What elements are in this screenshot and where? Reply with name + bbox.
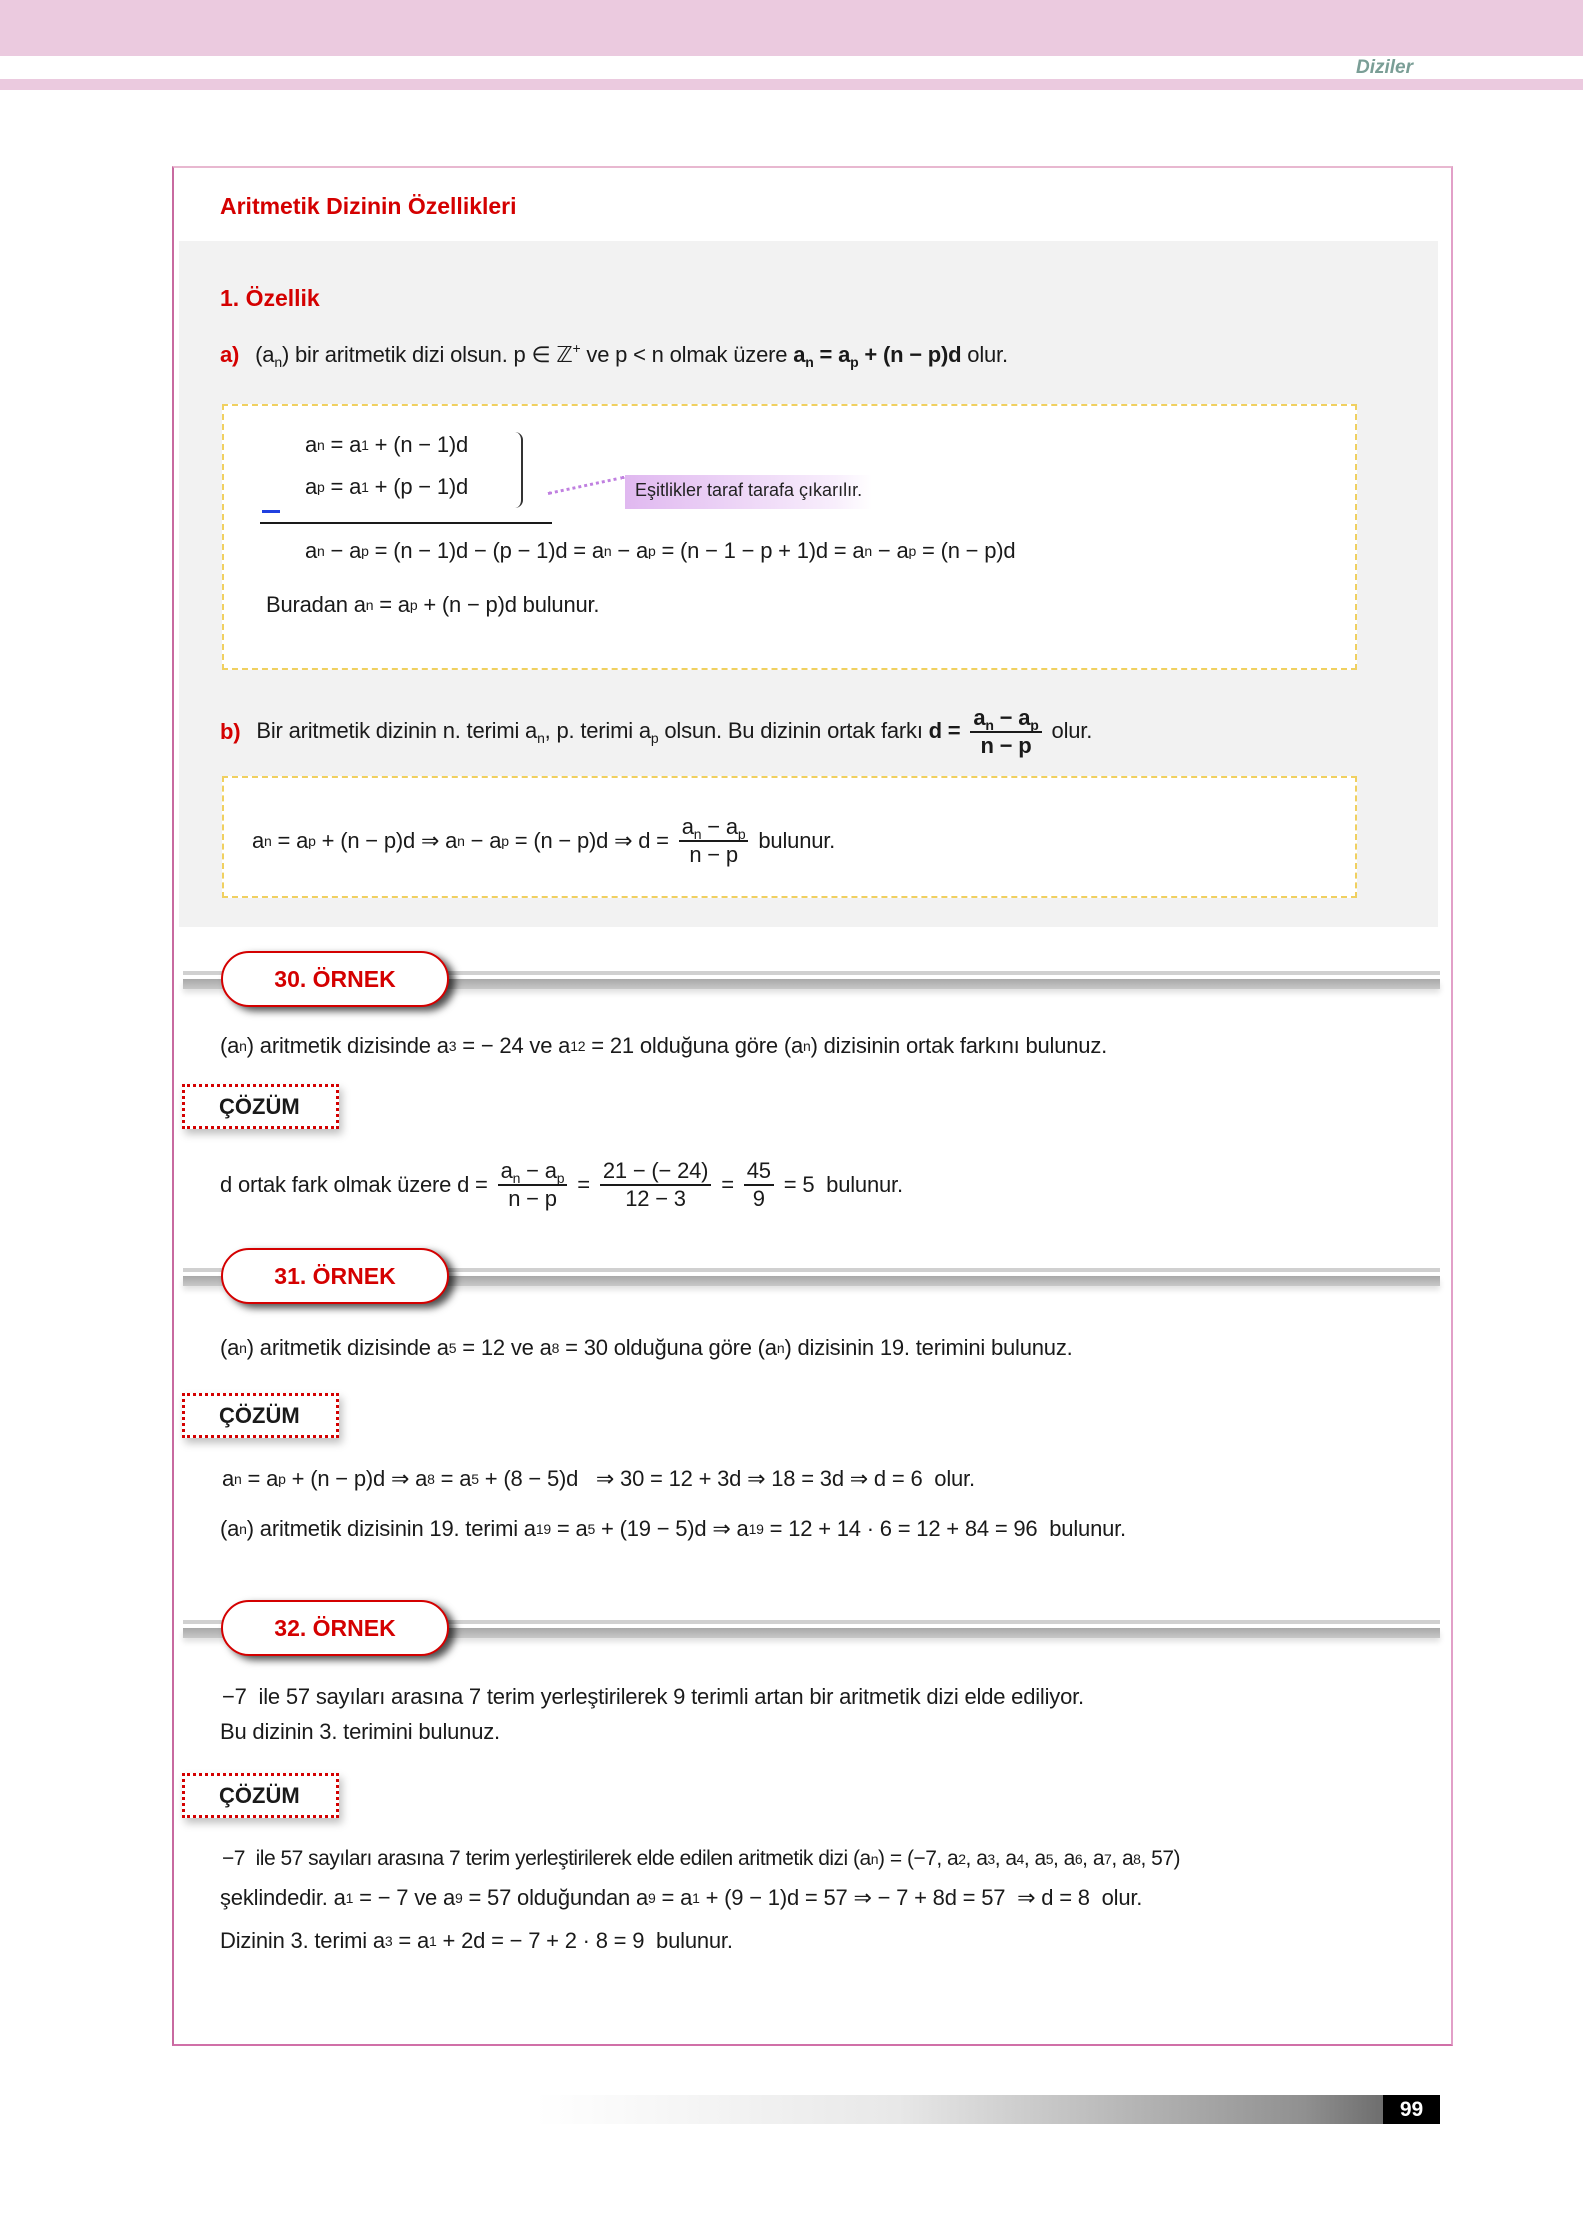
math-text: olsun. Bu dizinin ortak farkı <box>658 717 929 743</box>
example-banner-32 <box>183 1600 1440 1660</box>
numerator <box>679 814 749 842</box>
math-text: − a <box>464 828 502 853</box>
brace-icon <box>513 432 523 508</box>
math-text: a <box>500 1158 513 1183</box>
example-31-solution-1: a n = a p + (n − p)d ⇒ a 8 = a 5 + (8 − 5)d ⇒ 30 = 12 + 3d ⇒ 18 = 3d ⇒ d = 6 olur. <box>222 1466 975 1491</box>
example-30-question: (a n ) aritmetik dizisinde a 3 = − 24 ve a 12 = 21 olduğuna göre (a n ) dizisinin ortak farkını bulunuz. <box>220 1033 1108 1058</box>
math-text: −7 ile 57 sayıları arasına 7 terim yerleştirilerek elde edilen aritmetik dizi (a <box>222 1847 871 1870</box>
header-band <box>0 0 1583 56</box>
header-strip <box>0 79 1583 90</box>
math-text: ve p < n olmak üzere <box>580 342 794 367</box>
property-b-text <box>256 705 1092 759</box>
math-text: + (p − 1)d <box>368 474 469 499</box>
example-title: 31. ÖRNEK <box>221 1248 449 1304</box>
example-title: 30. ÖRNEK <box>221 951 449 1007</box>
math-text: = a <box>434 1466 472 1491</box>
math-text: = <box>715 1172 740 1197</box>
fraction <box>970 705 1041 759</box>
math-text: , a <box>965 1847 988 1870</box>
property-a-text <box>255 342 1008 368</box>
math-text: − a <box>701 814 738 839</box>
math-text: 9 <box>752 1186 765 1211</box>
math-text: = a <box>241 1466 279 1491</box>
math-text: ) aritmetik dizisinde a <box>246 1033 449 1058</box>
math-text: şeklindedir. a <box>220 1885 346 1910</box>
math-text: = − 24 ve a <box>456 1033 571 1058</box>
fraction <box>498 1158 568 1212</box>
math-text: = (n − 1)d − (p − 1)d = a <box>368 538 604 563</box>
equation-d: a n = a p + (n − p)d ⇒ a n − a p = (n − p)d ⇒ d = $\frac{a_n - a_p}{n - p}$ bulunur. <box>252 814 836 867</box>
math-text: (a <box>220 1335 240 1360</box>
denominator <box>750 1186 768 1212</box>
solution-label: ÇÖZÜM <box>182 1773 339 1818</box>
subscript: p <box>1030 717 1039 733</box>
math-text: , a <box>1082 1847 1105 1870</box>
item-label-a: a) <box>220 342 240 367</box>
footer-bar <box>536 2095 1440 2124</box>
example-banner-30 <box>183 951 1440 1011</box>
example-title: 32. ÖRNEK <box>221 1600 449 1656</box>
math-text: a <box>305 432 318 457</box>
math-text: + 2d = − 7 + 2 · 8 = 9 bulunur. <box>436 1928 733 1953</box>
math-text: 45 <box>746 1158 771 1183</box>
math-text: + (9 − 1)d = 57 ⇒ − 7 + 8d = 57 ⇒ d = 8 olur. <box>699 1885 1143 1910</box>
math-text: 21 − (− 24) <box>602 1158 709 1183</box>
math-text: , p. terimi a <box>544 717 651 743</box>
math-text: − a <box>324 538 362 563</box>
subscript: n <box>512 1170 521 1186</box>
math-text: bulunur. <box>752 828 836 853</box>
math-text: (a <box>255 342 275 367</box>
math-text: = 12 ve a <box>456 1335 552 1360</box>
math-text: a <box>252 828 265 853</box>
equation-an: a n = a 1 + (n − 1)d <box>305 432 469 457</box>
math-text: − a <box>611 538 648 563</box>
math-text: ) bir aritmetik dizi olsun. p ∈ ℤ <box>281 342 573 367</box>
property-a <box>220 342 1008 368</box>
numerator <box>498 1158 568 1186</box>
math-text: = a <box>813 342 851 367</box>
section-title: Aritmetik Dizinin Özellikleri <box>220 193 517 219</box>
math-text: ) aritmetik dizisinde a <box>246 1335 449 1360</box>
math-text: = (n − p)d <box>916 538 1016 563</box>
math-text: = (n − 1 − p + 1)d = a <box>655 538 865 563</box>
bold-math <box>973 705 1039 733</box>
math-text: , a <box>1111 1847 1134 1870</box>
math-text: d = <box>928 717 967 743</box>
math-text: = a <box>324 432 362 457</box>
math-text: = 5 bulunur. <box>777 1172 903 1197</box>
math-text: + (n − 1)d <box>368 432 469 457</box>
math-text: + (n − p)d <box>858 342 962 367</box>
subscript: n <box>805 354 814 370</box>
math-text: a <box>681 814 694 839</box>
property-title: 1. Özellik <box>220 285 320 311</box>
math-text: , a <box>994 1847 1017 1870</box>
math-text: 12 − 3 <box>625 1186 686 1211</box>
example-31-question: (a n ) aritmetik dizisinde a 5 = 12 ve a 8 = 30 olduğuna göre (a n ) dizisinin 19. terimini bulunuz. <box>220 1335 1073 1360</box>
numerator <box>600 1158 711 1186</box>
math-text: = 57 olduğundan a <box>462 1885 648 1910</box>
subscript: n <box>537 729 545 746</box>
page-number: 99 <box>1383 2095 1440 2124</box>
math-text: = <box>571 1172 596 1197</box>
subscript: p <box>556 1170 565 1186</box>
numerator <box>970 705 1041 733</box>
subscript: n <box>274 354 282 370</box>
minus-sign-icon <box>262 510 280 513</box>
math-text: − a <box>993 705 1031 730</box>
math-text: = (n − p)d ⇒ d = <box>508 828 675 853</box>
math-text: = 21 olduğuna göre (a <box>585 1033 803 1058</box>
equation-difference: a n − a p = (n − 1)d − (p − 1)d = a n − a p = (n − 1 − p + 1)d = a n − a p = (n − p)d <box>305 538 1016 563</box>
math-text: n − p <box>689 842 738 867</box>
denominator <box>686 842 741 868</box>
fraction <box>600 1158 711 1212</box>
solution-label: ÇÖZÜM <box>182 1393 339 1438</box>
math-text: = − 7 ve a <box>353 1885 455 1910</box>
math-text: , a <box>1023 1847 1046 1870</box>
math-text: Bir aritmetik dizinin n. terimi a <box>256 717 538 743</box>
math-text: ) = (−7, a <box>878 1847 959 1870</box>
math-text: = a <box>373 592 410 617</box>
example-31-solution-2: (a n ) aritmetik dizisinin 19. terimi a 19 = a 5 + (19 − 5)d ⇒ a 19 = 12 + 14 · 6 = 12 + 84 = 96 bulunur. <box>220 1516 1126 1541</box>
math-text: = a <box>392 1928 430 1953</box>
math-text: + (8 − 5)d ⇒ 30 = 12 + 3d ⇒ 18 = 3d ⇒ d = 6 olur. <box>478 1466 975 1491</box>
math-text: a <box>305 538 318 563</box>
math-text: Buradan a <box>266 592 366 617</box>
example-32-solution-2: şeklindedir. a 1 = − 7 ve a 9 = 57 olduğundan a 9 = a 1 + (9 − 1)d = 57 ⇒ − 7 + 8d = 57 ⇒ d = 8 olur. <box>220 1885 1143 1910</box>
example-32-solution-1: −7 ile 57 sayıları arasına 7 terim yerleştirilerek elde edilen aritmetik dizi (a n ) = (−7, a 2 , a 3 , a 4 , a 5 , a 6 , a 7 , a 8 , 57) <box>222 1847 1180 1870</box>
denominator <box>622 1186 689 1212</box>
math-text: , a <box>1053 1847 1075 1870</box>
math-text: Dizinin 3. terimi a <box>220 1928 385 1953</box>
example-32-question-1 <box>222 1684 1084 1710</box>
math-text: a <box>973 705 986 730</box>
denominator <box>978 733 1035 759</box>
bold-math <box>793 342 962 370</box>
math-text: + (19 − 5)d ⇒ a <box>595 1516 749 1541</box>
math-text: + (n − p)d bulunur. <box>417 592 600 617</box>
item-label-b: b) <box>220 719 241 744</box>
math-text: (a <box>220 1516 240 1541</box>
math-text: Bu dizinin 3. terimini bulunuz. <box>220 1719 500 1744</box>
math-text: (a <box>220 1033 240 1058</box>
subtraction-line <box>260 522 552 524</box>
math-text: n − p <box>980 733 1032 758</box>
subscript: p <box>737 826 746 842</box>
math-text: − a <box>520 1158 557 1183</box>
math-text: − a <box>872 538 909 563</box>
math-text: olur. <box>1045 717 1093 743</box>
math-text: a <box>222 1466 235 1491</box>
math-text: ) aritmetik dizisinin 19. terimi a <box>246 1516 536 1541</box>
math-text: olur. <box>961 342 1008 367</box>
example-32-question-2 <box>220 1719 500 1745</box>
math-text: = a <box>551 1516 588 1541</box>
numerator <box>744 1158 774 1186</box>
bold-math <box>929 718 967 743</box>
subscript: n <box>693 826 702 842</box>
callout-note: Eşitlikler taraf tarafa çıkarılır. <box>625 475 872 509</box>
math-text: a <box>793 342 806 367</box>
math-text: d ortak fark olmak üzere d = <box>220 1172 494 1197</box>
example-32-solution-3: Dizinin 3. terimi a 3 = a 1 + 2d = − 7 + 2 · 8 = 9 bulunur. <box>220 1928 733 1953</box>
example-30-solution <box>220 1158 903 1212</box>
math-text: , 57) <box>1140 1847 1180 1870</box>
math-text: n − p <box>508 1186 557 1211</box>
denominator <box>505 1186 560 1212</box>
math-text: = a <box>271 828 309 853</box>
math-text: −7 ile 57 sayıları arasına 7 terim yerleştirilerek 9 terimli artan bir aritmetik dizi elde ediliyor. <box>222 1684 1084 1709</box>
subscript: p <box>650 729 659 746</box>
bold-math <box>981 733 1032 758</box>
subscript: p <box>850 354 859 370</box>
math-text: + (n − p)d ⇒ a <box>285 1466 428 1491</box>
math-text: + (n − p)d ⇒ a <box>315 828 458 853</box>
solution-label: ÇÖZÜM <box>182 1084 339 1129</box>
example-banner-31 <box>183 1248 1440 1308</box>
math-text: a <box>305 474 318 499</box>
math-text: = a <box>324 474 362 499</box>
math-text: = 12 + 14 · 6 = 12 + 84 = 96 bulunur. <box>763 1516 1126 1541</box>
equation-result: Buradan a n = a p + (n − p)d bulunur. <box>266 592 600 617</box>
math-text: ) dizisinin ortak farkını bulunuz. <box>810 1033 1108 1058</box>
fraction <box>744 1158 774 1212</box>
subscript: n <box>985 717 994 733</box>
running-title: Diziler <box>1355 57 1413 78</box>
math-text: = 30 olduğuna göre (a <box>559 1335 777 1360</box>
fraction <box>679 814 749 868</box>
equation-ap: a p = a 1 + (p − 1)d <box>305 474 469 499</box>
property-b <box>220 705 1092 759</box>
superscript: + <box>572 340 581 356</box>
math-text: ) dizisinin 19. terimini bulunuz. <box>784 1335 1073 1360</box>
math-text: = a <box>655 1885 693 1910</box>
